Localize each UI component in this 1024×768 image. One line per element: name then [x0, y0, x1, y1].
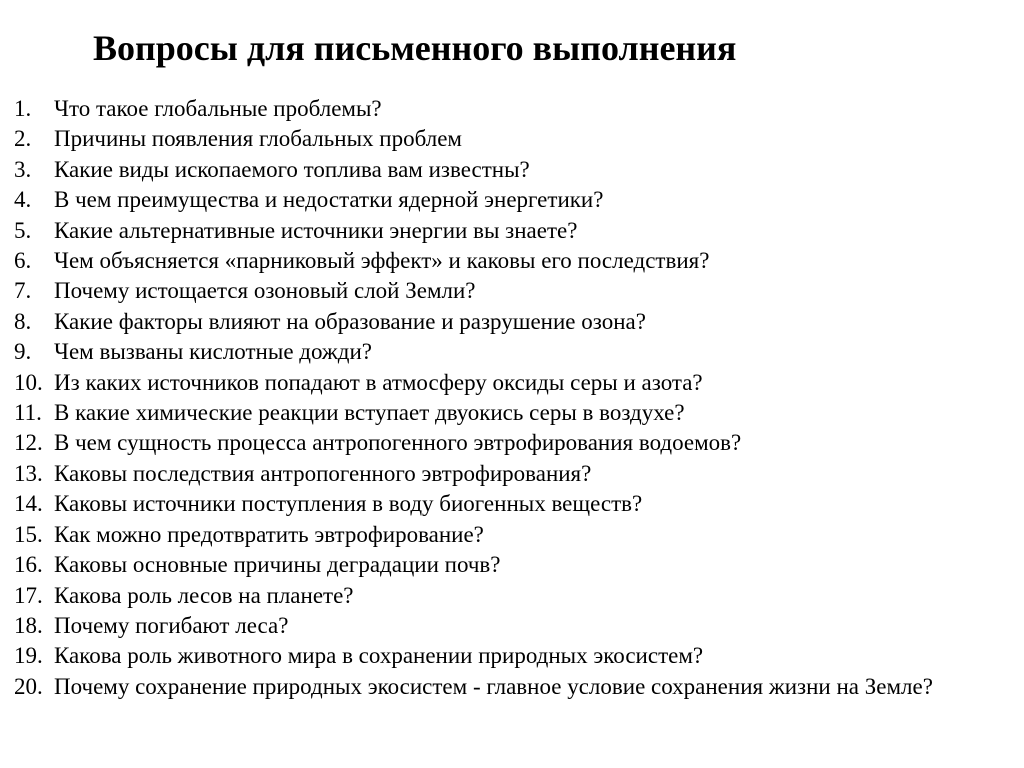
- question-item: [14, 672, 994, 702]
- question-item: [14, 94, 994, 124]
- question-number: 7.: [14, 278, 32, 304]
- question-number: 8.: [14, 308, 32, 334]
- question-text: Какие альтернативные источники энергии вы знаете?: [54, 217, 578, 243]
- question-item: [14, 428, 994, 458]
- question-text: В чем преимущества и недостатки ядерной энергетики?: [54, 187, 604, 213]
- question-item: [14, 246, 994, 276]
- question-item: [14, 520, 994, 550]
- question-item: [14, 216, 994, 246]
- question-item: [14, 459, 994, 489]
- question-list: [14, 94, 994, 702]
- question-number: 18.: [14, 612, 43, 638]
- question-text: Каковы источники поступления в воду биогенных веществ?: [54, 491, 643, 517]
- question-number: 9.: [14, 339, 32, 365]
- question-item: [14, 276, 994, 306]
- question-text: Какова роль лесов на планете?: [54, 582, 354, 608]
- question-text: Какие факторы влияют на образование и разрушение озона?: [54, 308, 646, 334]
- question-text: Почему погибают леса?: [54, 612, 289, 638]
- question-item: [14, 124, 994, 154]
- question-number: 17.: [14, 582, 43, 608]
- question-text: Каковы последствия антропогенного эвтрофирования?: [54, 460, 592, 486]
- question-text: Почему истощается озоновый слой Земли?: [54, 278, 476, 304]
- question-item: [14, 550, 994, 580]
- question-item: [14, 185, 994, 215]
- question-number: 10.: [14, 369, 43, 395]
- question-number: 19.: [14, 643, 43, 669]
- question-item: [14, 337, 994, 367]
- question-number: 13.: [14, 460, 43, 486]
- question-number: 12.: [14, 430, 43, 456]
- question-text: Какова роль животного мира в сохранении природных экосистем?: [54, 643, 704, 669]
- question-text: Из каких источников попадают в атмосферу оксиды серы и азота?: [54, 369, 703, 395]
- question-text: Что такое глобальные проблемы?: [54, 96, 382, 121]
- question-number: 6.: [14, 248, 32, 274]
- question-number: 1.: [14, 96, 32, 121]
- question-item: [14, 611, 994, 641]
- question-number: 15.: [14, 521, 43, 547]
- question-number: 5.: [14, 217, 32, 243]
- question-text: Чем объясняется «парниковый эффект» и каковы его последствия?: [54, 248, 710, 274]
- question-item: [14, 307, 994, 337]
- question-number: 2.: [14, 126, 32, 152]
- question-item: [14, 155, 994, 185]
- question-text: В какие химические реакции вступает двуокись серы в воздухе?: [54, 400, 685, 426]
- question-item: [14, 398, 994, 428]
- question-number: 16.: [14, 552, 43, 578]
- question-item: [14, 581, 994, 611]
- question-item: [14, 641, 994, 671]
- question-text: Причины появления глобальных проблем: [54, 126, 462, 152]
- question-text: Почему сохранение природных экосистем - главное условие сохранения жизни на Земле?: [54, 673, 933, 699]
- question-number: 3.: [14, 156, 32, 182]
- question-text: Каковы основные причины деградации почв?: [54, 552, 501, 578]
- question-number: 20.: [14, 673, 43, 699]
- question-item: [14, 368, 994, 398]
- question-number: 4.: [14, 187, 32, 213]
- question-number: 11.: [14, 400, 42, 426]
- question-text: Какие виды ископаемого топлива вам известны?: [54, 156, 530, 182]
- page-title: Вопросы для письменного выполнения: [93, 28, 737, 68]
- question-text: Чем вызваны кислотные дожди?: [54, 339, 373, 365]
- question-number: 14.: [14, 491, 43, 517]
- question-text: Как можно предотвратить эвтрофирование?: [54, 521, 484, 547]
- question-text: В чем сущность процесса антропогенного эвтрофирования водоемов?: [54, 430, 742, 456]
- question-item: [14, 489, 994, 519]
